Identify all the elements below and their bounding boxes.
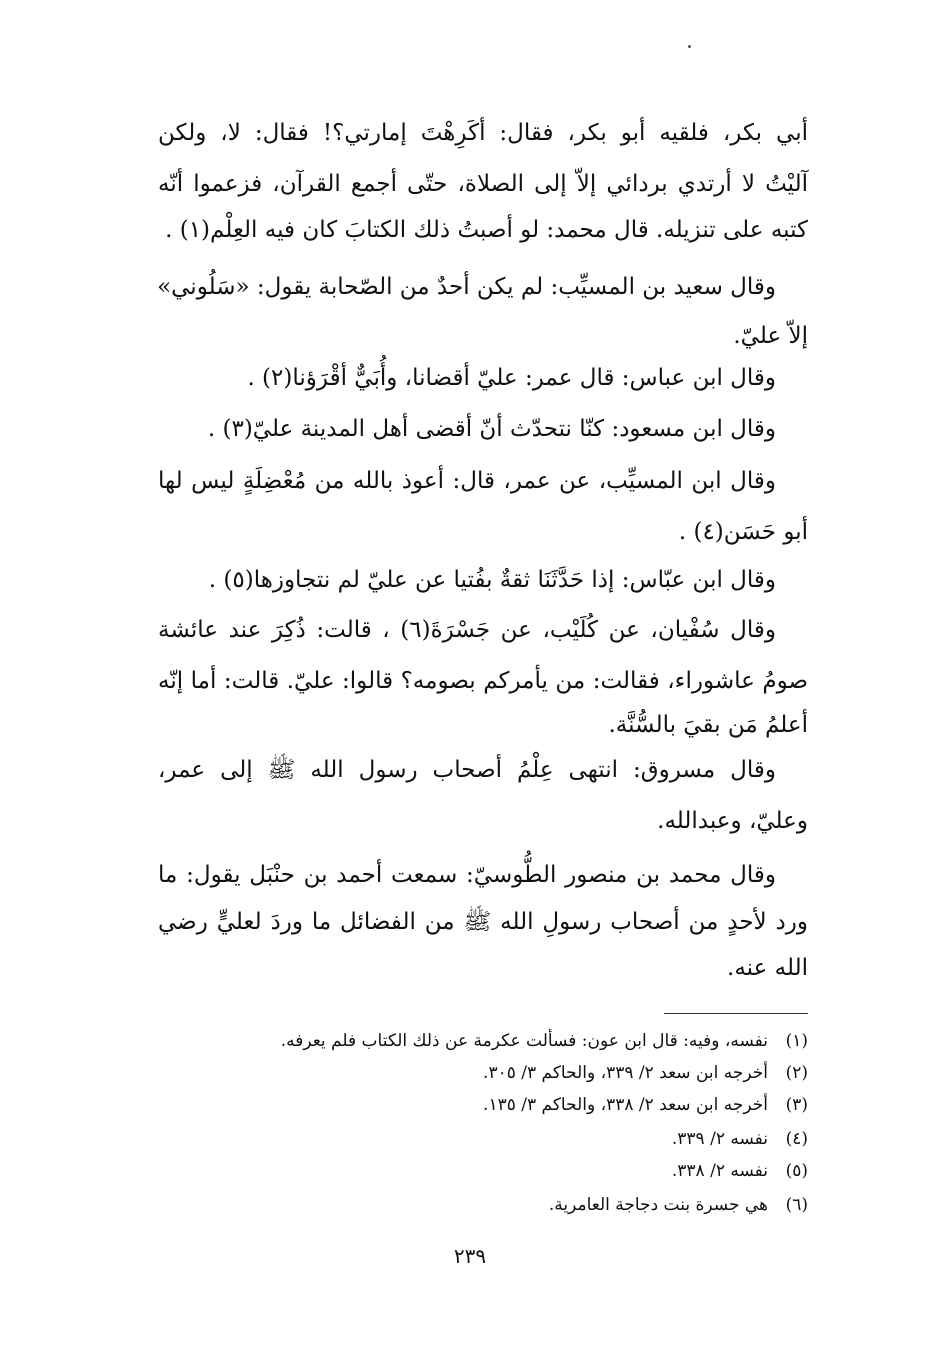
body-line: الله عنه. [727, 955, 808, 981]
footnote [158, 1090, 808, 1120]
footnote-number: (٣) [785, 1095, 808, 1115]
body-line: وقال مسروق: انتهى عِلْمُ أصحاب رسول الله ﷺ إلى عمر، [158, 757, 776, 783]
footnote-number: (٤) [785, 1129, 808, 1149]
footnote [158, 1190, 808, 1220]
body-line: ورد لأحدٍ من أصحاب رسولِ الله ﷺ من الفضائل ما وردَ لعليٍّ رضي [158, 909, 808, 935]
scan-speck [688, 45, 691, 48]
body-line: صومُ عاشوراء، فقالت: من يأمركم بصومه؟ قالوا: عليّ. قالت: أما إنّه [158, 668, 808, 694]
footnote-number: (١) [785, 1031, 808, 1051]
footnote [158, 1156, 808, 1186]
footnote-text: أخرجه ابن سعد ٢/ ٣٣٩، والحاكم ٣/ ٣٠٥. [483, 1063, 768, 1083]
footnote-text: أخرجه ابن سعد ٢/ ٣٣٨، والحاكم ٣/ ١٣٥. [483, 1095, 768, 1115]
body-line: إلاّ عليّ. [733, 323, 808, 349]
footnote-separator [664, 1013, 808, 1014]
body-line: وقال ابن عباس: قال عمر: عليّ أقضانا، وأُبَيٌّ أقْرَؤنا(٢) . [247, 365, 776, 391]
footnote-text: هي جسرة بنت دجاجة العامرية. [548, 1195, 768, 1215]
footnote-number: (٢) [785, 1063, 808, 1083]
footnote-text: نفسه ٢/ ٣٣٨. [671, 1161, 768, 1181]
body-line: وقال ابن عبّاس: إذا حَدَّثَنَا ثقةٌ بفُتيا عن عليّ لم نتجاوزها(٥) . [208, 567, 776, 593]
body-line: أبو حَسَن(٤) . [678, 519, 808, 545]
body-line: كتبه على تنزيله. قال محمد: لو أصبتُ ذلك الكتابَ كان فيه العِلْم(١) . [165, 217, 808, 243]
body-line: أعلمُ مَن بقيَ بالسُّنَّة. [608, 712, 808, 738]
footnote [158, 1026, 808, 1056]
footnote [158, 1124, 808, 1154]
body-line: وقال محمد بن منصور الطُّوسيّ: سمعت أحمد بن حنْبَل يقول: ما [158, 862, 776, 888]
footnote-number: (٥) [785, 1161, 808, 1181]
footnote-number: (٦) [785, 1195, 808, 1215]
page-number: ٢٣٩ [453, 1244, 487, 1268]
body-line: وقال ابن مسعود: كنّا نتحدّث أنّ أقضى أهل المدينة عليّ(٣) . [207, 416, 776, 442]
footnote-text: نفسه ٢/ ٣٣٩. [671, 1129, 768, 1149]
footnote [158, 1058, 808, 1088]
footnote-text: نفسه، وفيه: قال ابن عون: فسألت عكرمة عن ذلك الكتاب فلم يعرفه. [280, 1031, 768, 1051]
body-line: أبي بكر، فلقيه أبو بكر، فقال: أكَرِهْتَ إمارتي؟! فقال: لا، ولكن [158, 120, 808, 146]
body-line: وقال سُفْيان، عن كُلَيْب، عن جَسْرَةَ(٦) ، قالت: ذُكِرَ عند عائشة [158, 617, 776, 643]
body-line: آليْتُ لا أرتدي بردائي إلاّ إلى الصلاة، حتّى أجمع القرآن، فزعموا أنّه [158, 171, 808, 197]
body-line: وقال ابن المسيِّب، عن عمر، قال: أعوذ بالله من مُعْضِلَةٍ ليس لها [158, 468, 776, 494]
body-line: وعليّ، وعبدالله. [657, 808, 808, 834]
body-line: وقال سعيد بن المسيِّب: لم يكن أحدٌ من الصّحابة يقول: «سَلُوني» [157, 274, 776, 300]
